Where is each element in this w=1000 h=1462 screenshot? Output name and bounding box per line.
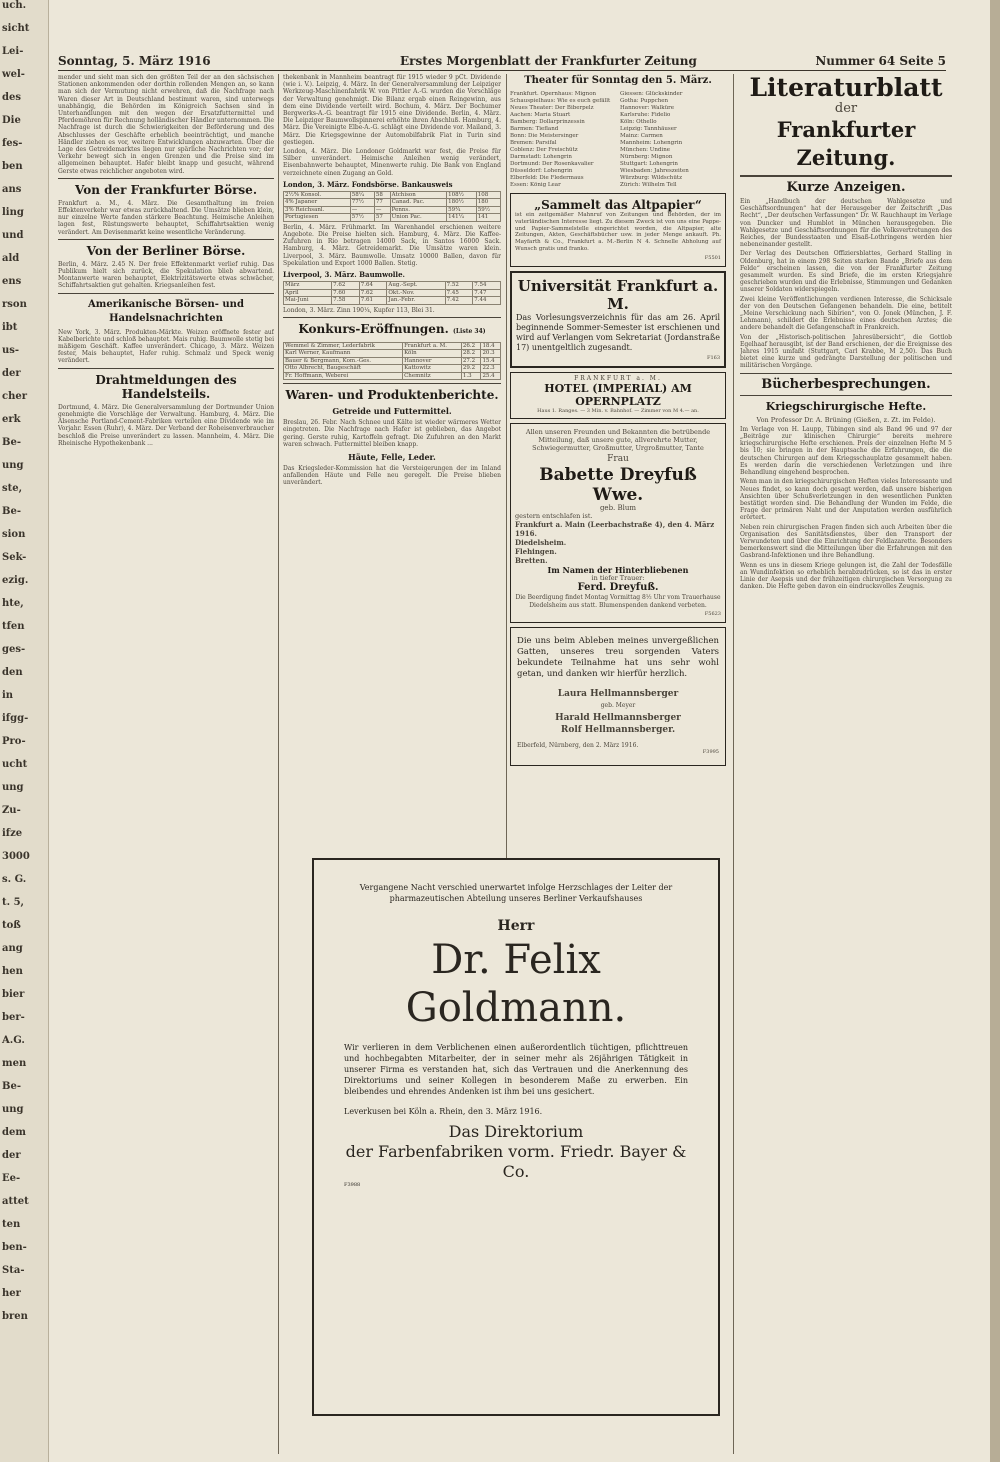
column-rule	[733, 74, 734, 1454]
ad-hotel-name: HOTEL (IMPERIAL) AM OPERNPLATZ	[544, 382, 692, 409]
thanks-signer: Harald Hellmannsberger	[555, 713, 681, 724]
edge-fragment: ten	[2, 1219, 21, 1230]
table-cell: 180	[476, 199, 500, 207]
theater-entry: Barmen: Tiefland	[510, 126, 559, 132]
table-cell: 7.47	[473, 289, 501, 297]
theater-entry: Würzburg: Wildschütz	[620, 175, 683, 181]
edge-fragment: ber-	[2, 1012, 25, 1023]
edge-fragment: bren	[2, 1311, 28, 1322]
theater-entry: Mainz: Carmen	[620, 133, 663, 139]
goldmann-herr: Herr	[497, 918, 535, 934]
subheading-getreide: Getreide und Futtermittel.	[332, 406, 452, 417]
theater-entry: Essen: König Lear	[510, 182, 561, 188]
table-cell: 7.60	[332, 289, 360, 297]
literaturblatt-title2: Frankfurter Zeitung.	[776, 117, 916, 170]
table-cell: Bauer & Bergmann, Kom.-Ges.	[284, 357, 403, 365]
table-cell: Aug.-Sept.	[387, 282, 445, 290]
goldmann-name: Dr. Felix Goldmann.	[405, 937, 627, 1031]
table-cell: Okt.-Nov.	[387, 289, 445, 297]
column-ads	[510, 74, 726, 834]
theater-entry: Frankfurt. Opernhaus: Mignon	[510, 91, 597, 97]
table-cell: 7.62	[332, 282, 360, 290]
edge-fragment: Pro-	[2, 736, 26, 747]
table-cell: Fr. Hoffmann, Weberei	[284, 372, 403, 380]
table-row	[284, 289, 501, 297]
notice-date: gestern entschlafen ist.	[515, 511, 593, 520]
ad-hotel-sub: Haus 1. Ranges. — 3 Min. v. Bahnhof. — Zimmer von M 4.— an.	[537, 408, 699, 415]
ad-universitaet-title: Universität Frankfurt a. M.	[517, 276, 719, 313]
theater-entry: Bamberg: Dollarprinzessin	[510, 119, 585, 125]
table-cell: 2½% Konsol.	[284, 191, 351, 199]
edge-fragment: A.G.	[2, 1035, 25, 1046]
table-cell: Wemmel & Zimmer, Lederfabrik	[284, 342, 403, 350]
table-cell: Jan.-Febr.	[387, 297, 445, 305]
edge-fragment: Lei-	[2, 46, 24, 57]
ad-altpapier-title: „Sammelt das Altpapier“	[534, 198, 702, 212]
literature-notice: Von der „Historisch-politischen Jahresübersicht“, die Gottlob Egelhaaf herausgibt, ist der Band erschienen, der die Ereignisse des Jahres 1915 umfaßt (Stuttgart, Carl Krabbe, M 2,50). Das Buch bietet eine kurze und gedrängte Darstellung der politischen und militärischen Vorgänge.	[740, 333, 952, 370]
theater-entry: Elberfeld: Die Fledermaus	[510, 175, 584, 181]
literaturblatt-title: Literaturblatt	[749, 74, 943, 102]
table-cell: 28.2	[461, 350, 481, 358]
column-finance-left	[58, 74, 274, 1454]
table-cell: 77	[374, 199, 390, 207]
edge-fragment: der	[2, 1150, 21, 1161]
edge-fragment: Sek-	[2, 552, 27, 563]
table-title-liverpool: Liverpool, 3. März. Baumwolle.	[283, 270, 405, 280]
table-cell: Portugiesen	[284, 214, 351, 222]
thanks-notice	[510, 627, 726, 765]
edge-fragment: ste,	[2, 483, 23, 494]
edge-fragment: rson	[2, 299, 27, 310]
konkurs-list-number: (Liste 34)	[453, 327, 486, 335]
article-haeute: Das Kriegsleder-Kommission hat die Versteigerungen der im Inland anfallenden Häute und Felle neu geregelt. Die Preise blieben unverändert.	[283, 465, 501, 487]
edge-fragment: ifgg-	[2, 713, 29, 724]
table-cell: 58	[374, 191, 390, 199]
divider	[58, 293, 274, 294]
goldmann-sign2: der Farbenfabriken vorm. Friedr. Bayer & Co.	[345, 1142, 687, 1181]
divider	[58, 368, 274, 369]
table-cell: 4% Japaner	[284, 199, 351, 207]
theater-listing	[510, 91, 726, 189]
edge-fragment: 3000	[2, 851, 30, 862]
heading-frankfurt-boerse: Von der Frankfurter Börse.	[74, 182, 257, 197]
table-cell: Union Pac.	[390, 214, 447, 222]
edge-fragment: Ee-	[2, 1173, 21, 1184]
notice-place: Flehingen.	[515, 546, 557, 556]
table-cell: 7.54	[473, 282, 501, 290]
thanks-names	[517, 688, 719, 736]
notice-place: Bretten.	[515, 555, 548, 565]
konkurs-title: Konkurs-Eröffnungen.	[298, 321, 449, 336]
table-cell: 7.52	[445, 282, 473, 290]
page-binding-shadow	[990, 0, 1000, 1462]
table-cell: Chemnitz	[403, 372, 462, 380]
thanks-signer: Laura Hellmannsberger	[557, 689, 679, 700]
edge-fragment: erk	[2, 414, 21, 425]
edge-fragment: tfen	[2, 621, 25, 632]
ad-universitaet-text: Das Vorlesungsverzeichnis für das am 26. April beginnende Sommer-Semester ist erschienen und wird auf Verlangen vom Sekretariat (Jordanstraße 17) unentgeltlich zugesandt.	[516, 312, 720, 352]
theater-entry: Hannover: Walküre	[620, 105, 675, 111]
table-row	[284, 214, 501, 222]
table-row	[284, 365, 501, 373]
edge-fragment: Sta-	[2, 1265, 25, 1276]
table-cell: —	[350, 206, 374, 214]
edge-fragment: t. 5,	[2, 897, 25, 908]
heading-buecherbesprechungen: Bücherbesprechungen.	[761, 376, 931, 392]
divider	[740, 175, 952, 177]
column-literaturblatt	[740, 74, 952, 1454]
notice-place: Frankfurt a. Main (Leerbachstraße 4), den 4. März 1916.	[515, 519, 715, 538]
theater-entry: Köln: Othello	[620, 119, 657, 125]
ad-hotel	[510, 372, 726, 418]
theater-entry: Mannheim: Lohengrin	[620, 140, 683, 146]
theater-entry: Coblenz: Der Freischütz	[510, 147, 578, 153]
table-row	[284, 206, 501, 214]
review-author: Von Professor Dr. A. Brüning (Gießen, z. Zt. im Felde).	[756, 415, 936, 424]
article-berliner-boerse: Berlin, 4. März. 2.45 N. Der freie Effektenmarkt verlief ruhig. Das Publikum hielt sich zurück, die Spekulation blieb abwartend. Montanwerte waren behauptet, Elektrizitätswerte etwas schwächer, Schiffahrtsaktien gut gehalten. Kriegsanleihen fest.	[58, 260, 274, 290]
theater-entry: Bremen: Parsifal	[510, 140, 557, 146]
article-drahtmeldungen: Dortmund, 4. März. Die Generalversammlung der Dortmunder Union genehmigte die Vorschläge der Verwaltung. Hamburg, 4. März. Die Alsensche Portland-Cement-Fabriken verteilen eine Dividende wie im Vorjahr. Essen (Ruhr), 4. März. Der Verband der Roheisenverbraucher beschloß die Preise unverändert zu lassen. Mannheim, 4. März. Die Rheinische Hypothekenbank ...	[58, 403, 274, 447]
table-cell: 20.3	[481, 350, 501, 358]
london-quotes-table	[283, 191, 501, 222]
review-paragraph: Neben rein chirurgischen Fragen finden sich auch Arbeiten über die Organisation des Sanitätsdienstes, über den Transport der Verwundeten und über die Einrichtung der Feldlazarette. Besonders bemerkenswert sind die Mitteilungen über die Erfahrungen mit den Gasbrand-Infektionen und ihre Behandlung.	[740, 523, 952, 560]
theater-entry: Schauspielhaus: Wie es euch gefällt	[510, 98, 611, 104]
thanks-text: Die uns beim Ableben meines unvergeßlichen Gatten, unseres treu sorgenden Vaters bekundete Teilnahme hat uns sehr wohl getan, und danken wir hierfür herzlich.	[517, 636, 719, 680]
article-amerika: New York, 3. März. Produkten-Märkte. Weizen eröffnete fester auf Kabelberichte und schloß behauptet. Mais ruhig. Baumwolle stetig bei mäßigem Geschäft. Kaffee unverändert. Chicago, 3. März. Weizen fester, Mais behauptet, Hafer ruhig. Schmalz und Speck wenig verändert.	[58, 328, 274, 365]
table-row	[284, 297, 501, 305]
notice-trauer: in tiefer Trauer:	[591, 573, 645, 582]
table-cell: 7.62	[359, 289, 387, 297]
edge-fragment: uch.	[2, 0, 27, 11]
literature-notice: Ein „Handbuch der deutschen Wahlgesetze und Geschäftsordnungen“ hat der Herausgeber der Zeitschrift „Das Recht“, „Der deutschen Verfassungen“ Dr. W. Rauchhaupt im Verlage von Duncker und Humblot in München herausgegeben. Die Wahlgesetze und Geschäftsordnungen für die Volksvertretungen des Reiches, der Bundesstaaten und Elsaß-Lothringens werden hier nebeneinander gestellt.	[740, 198, 952, 249]
divider	[740, 395, 952, 396]
thanks-place: Elberfeld, Nürnberg, den 2. März 1916.	[517, 742, 639, 750]
edge-fragment: Die	[2, 115, 21, 126]
table-cell: 57½	[350, 214, 374, 222]
theater-entry: Leipzig: Tannhäuser	[620, 126, 677, 132]
table-cell: Mai-Juni	[284, 297, 332, 305]
table-cell: 25.4	[481, 372, 501, 380]
literature-notice: Zwei kleine Veröffentlichungen verdienen Interesse, die Schicksale der von den Deutschen Gefangenen behandeln. Die eine, betitelt „Meine Verschickung nach Sibirien“, von O. Jonek (München, J. F. Lehmann), schildert die Erlebnisse eines deutschen Arztes; die andere behandelt die Gefangenschaft in Frankreich.	[740, 295, 952, 332]
edge-fragment: dem	[2, 1127, 26, 1138]
theater-entry: Karlsruhe: Fidelio	[620, 112, 671, 118]
konkurs-table	[283, 342, 501, 381]
table-cell: Penns.	[390, 206, 447, 214]
edge-fragment: s. G.	[2, 874, 27, 885]
table-cell: Karl Werner, Kaufmann	[284, 350, 403, 358]
notice-burial: Die Beerdigung findet Montag Vormittag 8½ Uhr vom Trauerhause Diedelsheim aus statt. Blumenspenden dankend verbeten.	[515, 594, 721, 609]
article-london: London, 4. März. Die Londoner Goldmarkt war fest, die Preise für Silber unverändert. Heimische Anleihen wenig verändert, Eisenbahnwerte behauptet, Minenwerte ruhig. Die Bank von England verzeichnete einen Zugang an Gold.	[283, 148, 501, 177]
subheading-haeute: Häute, Felle, Leder.	[348, 452, 436, 463]
table-cell: 7.64	[359, 282, 387, 290]
edge-fragment: ifze	[2, 828, 23, 839]
edge-fragment: ald	[2, 253, 20, 264]
heading-konkurs	[283, 322, 501, 339]
article-london-metals: London, 3. März. Zinn 190¼, Kupfer 113, Blei 31.	[283, 306, 435, 314]
theater-entry: Bonn: Die Meistersinger	[510, 133, 579, 139]
table-cell: 27.2	[461, 357, 481, 365]
notice-place: Diedelsheim.	[515, 537, 567, 547]
edge-fragment: ling	[2, 207, 24, 218]
divider	[58, 239, 274, 240]
edge-fragment: ben	[2, 161, 23, 172]
edge-fragment: ben-	[2, 1242, 27, 1253]
page-header	[58, 54, 946, 71]
table-cell: 57	[374, 214, 390, 222]
notice-geb: geb. Blum	[599, 503, 637, 512]
review-paragraph: Wenn man in den kriegschirurgischen Heften vieles Interessante und Neues findet, so kann doch gesagt werden, daß unsere bisherigen Ansichten über Schußverletzungen in den wesentlichen Punkten bestätigt worden sind. Die Behandlung der Wunden im Felde, die Frage der primären Naht und der Amputation werden ausführlich erörtert.	[740, 478, 952, 522]
edge-fragment: sion	[2, 529, 26, 540]
edge-fragment: wel-	[2, 69, 25, 80]
edge-fragment: men	[2, 1058, 27, 1069]
theater-entry: Gotha: Puppchen	[620, 98, 669, 104]
table-cell: 7.42	[445, 297, 473, 305]
ad-code: F5501	[704, 254, 721, 261]
review-paragraph: Im Verlage von H. Laupp, Tübingen sind als Band 96 und 97 der „Beiträge zur klinischen Chirurgie“ bereits mehrere kriegschirurgische Hefte erschienen. Preis der einzelnen Hefte M 5 bis 10; sie bringen in der Hauptsache die Erfahrungen, die die deutschen Chirurgen auf dem Kriegsschauplatze gesammelt haben. Es werden darin die verschiedenen Verletzungen und ihre Behandlung eingehend besprochen.	[740, 425, 952, 477]
theater-entry: Giessen: Glückskinder	[620, 91, 683, 97]
table-cell: 29.2	[461, 365, 481, 373]
edge-fragment: ibt	[2, 322, 18, 333]
divider	[283, 383, 501, 384]
death-notice-goldmann	[312, 858, 720, 1416]
ad-universitaet	[510, 271, 726, 368]
divider	[58, 178, 274, 179]
table-row	[284, 199, 501, 207]
table-cell: Atchison	[390, 191, 447, 199]
table-cell: 180½	[447, 199, 477, 207]
thanks-signer: geb. Meyer	[600, 702, 636, 710]
table-row	[284, 282, 501, 290]
table-cell: 141¼	[447, 214, 477, 222]
divider	[740, 373, 952, 374]
edge-fragment: ung	[2, 1104, 24, 1115]
divider	[283, 317, 501, 318]
table-cell: Kattowitz	[403, 365, 462, 373]
edge-fragment: attet	[2, 1196, 29, 1207]
article-dividends: thekenbank in Mannheim beantragt für 1915 wieder 9 pCt. Dividende (wie i. V.). Leipzig, 4. März. In der Generalversammlung der Leipziger Werkzeug-Maschinenfabrik W. von Pittler A.-G. wurden die Vorschläge der Verwaltung genehmigt. Die Bilanz ergab einen Reingewinn, aus dem eine Dividende verteilt wird. Bochum, 4. März. Der Bochumer Bergwerks-A.-G. beantragt für 1915 eine Dividende. Berlin, 4. März. Die Leipziger Baumwollspinnerei erhöhte ihren Abschluß. Hamburg, 4. März. Die Vereinigte Elbe-A.-G. schlägt eine Dividende vor. Mailand, 3. März. Die Kriegsgewinne der Automobilfabrik Fiat in Turin sind gestiegen.	[283, 74, 501, 146]
literaturblatt-der: der	[834, 101, 858, 116]
theater-entry: Stuttgart: Lohengrin	[620, 161, 678, 167]
edge-fragment: ans	[2, 184, 22, 195]
heading-waren: Waren- und Produktenberichte.	[285, 388, 499, 403]
table-cell: 7.58	[332, 297, 360, 305]
theater-entry: Neues Theater: Der Biberpelz	[510, 105, 594, 111]
thanks-signer: Rolf Hellmannsberger.	[560, 725, 676, 736]
table-cell: Frankfurt a. M.	[403, 342, 462, 350]
table-cell: 26.2	[461, 342, 481, 350]
table-cell: April	[284, 289, 332, 297]
table-cell: 141	[476, 214, 500, 222]
table-cell: Otto Albrecht, Baugeschäft	[284, 365, 403, 373]
table-cell: 58¼	[350, 191, 374, 199]
table-cell: Canad. Pac.	[390, 199, 447, 207]
heading-amerika: Amerikanische Börsen- und Handelsnachrichten	[88, 298, 244, 324]
edge-fragment: des	[2, 92, 21, 103]
notice-sign: Im Namen der Hinterbliebenen	[547, 564, 689, 575]
theater-entry: Dortmund: Der Rosenkavalier	[510, 161, 594, 167]
table-row	[284, 350, 501, 358]
table-cell: Köln	[403, 350, 462, 358]
table-cell: 15.4	[481, 357, 501, 365]
table-cell: 1.3	[461, 372, 481, 380]
table-cell: —	[374, 206, 390, 214]
edge-fragment: Zu-	[2, 805, 21, 816]
theater-entry: Nürnberg: Mignon	[620, 154, 673, 160]
goldmann-sign1: Das Direktorium	[448, 1122, 584, 1141]
table-cell: 22.3	[481, 365, 501, 373]
notice-places	[515, 520, 721, 565]
article-markets: Berlin, 4. März. Frühmarkt. Im Warenhandel erschienen weitere Angebote. Die Preise hielten sich. Hamburg, 4. März. Die Kaffee-Zufuhren in Rio betragen 14000 Sack, in Santos 16000 Sack. Hamburg, 4. März. Getreidemarkt. Die Umsätze waren klein. Liverpool, 3. März. Baumwolle. Umsatz 10000 Ballen, davon für Spekulation und Export 1000 Ballen. Stetig.	[283, 223, 501, 267]
edge-fragment: der	[2, 368, 21, 379]
theater-entry: Darmstadt: Lohengrin	[510, 154, 572, 160]
column-finance-middle	[283, 74, 501, 854]
theater-entry: Wiesbaden: Jahreszeiten	[620, 168, 689, 174]
column-rule	[278, 74, 279, 1454]
theater-entry: Aachen: Maria Stuart	[510, 112, 571, 118]
table-cell: Hannover	[403, 357, 462, 365]
table-row	[284, 357, 501, 365]
edge-fragment: ens	[2, 276, 22, 287]
edge-fragment: ezig.	[2, 575, 29, 586]
previous-page-edge	[0, 0, 49, 1462]
header-date: Sonntag, 5. März 1916	[58, 54, 211, 68]
table-cell: 59¾	[447, 206, 477, 214]
table-row	[284, 342, 501, 350]
ad-code: F5623	[704, 611, 721, 617]
table-cell: 108½	[447, 191, 477, 199]
ad-code: F163	[706, 354, 720, 361]
header-paper-name: Erstes Morgenblatt der Frankfurter Zeitung	[400, 54, 697, 68]
edge-fragment: ung	[2, 460, 24, 471]
edge-fragment: toß	[2, 920, 21, 931]
edge-fragment: den	[2, 667, 23, 678]
edge-fragment: hte,	[2, 598, 24, 609]
edge-fragment: und	[2, 230, 24, 241]
goldmann-intro: Vergangene Nacht verschied unerwartet infolge Herzschlages der Leiter der pharmazeutischen Abteilung unseres Berliner Verkaufshauses	[359, 883, 673, 903]
edge-fragment: ges-	[2, 644, 26, 655]
table-cell: 7.45	[445, 289, 473, 297]
ad-altpapier	[510, 193, 726, 267]
table-cell: 7.61	[359, 297, 387, 305]
theater-entry: Zürich: Wilhelm Tell	[620, 182, 677, 188]
ad-code: F3988	[344, 1182, 361, 1188]
edge-fragment: ung	[2, 782, 24, 793]
table-row	[284, 372, 501, 380]
goldmann-place: Leverkusen bei Köln a. Rhein, den 3. März 1916.	[344, 1107, 543, 1116]
table-cell: 18.4	[481, 342, 501, 350]
edge-fragment: her	[2, 1288, 21, 1299]
ad-hotel-city: FRANKFURT a. M.	[574, 375, 662, 383]
edge-fragment: bier	[2, 989, 25, 1000]
article-intro: mender und sieht man sich den größten Teil der an den sächsischen Stationen ankommenden oder dorthin rollenden Mengen an, so kann man sich der Vermutung nicht erwehren, daß die Nachfrage nach Waren dieser Art in Deutschland bestimmt waren, sind unterwegs unabhängig, die Behörden im Königreich Sachsen sind in Unterhandlungen mit den wegen der Ersatzfuttermittel und Pferdemöhren für Rechnung holländischer Händler unternommen. Die Nachfrage ist durch die Schwierigkeiten der Beförderung und des Abschlusses der Geschäfte erheblich beeinträchtigt, und manche Händler ziehen es vor, weitere Entwicklungen abzuwarten. Über die Lage des Getreidemarktes liegen nur spärliche Nachrichten vor; der Verkehr bewegt sich in engen Grenzen und die Preise sind im allgemeinen behauptet. Hafer bleibt knapp und gesucht, während Gerste etwas reichlicher angeboten wird.	[58, 74, 274, 175]
table-cell: 77½	[350, 199, 374, 207]
heading-kriegschirurgische-hefte: Kriegschirurgische Hefte.	[765, 399, 927, 413]
notice-signer: Ferd. Dreyfuß.	[577, 582, 659, 593]
edge-fragment: sicht	[2, 23, 30, 34]
table-cell: 3% Reichsanl.	[284, 206, 351, 214]
edge-fragment: cher	[2, 391, 27, 402]
heading-kurze-anzeigen: Kurze Anzeigen.	[786, 180, 906, 195]
column-rule	[506, 74, 507, 864]
edge-fragment: in	[2, 690, 14, 701]
notice-frau: Frau	[607, 453, 629, 464]
cotton-table	[283, 281, 501, 305]
table-row	[284, 191, 501, 199]
notice-name: Babette Dreyfuß Wwe.	[539, 464, 697, 505]
heading-berliner-boerse: Von der Berliner Börse.	[86, 243, 246, 258]
table-cell: 7.44	[473, 297, 501, 305]
edge-fragment: us-	[2, 345, 20, 356]
review-paragraph: Wenn es uns in diesem Kriege gelungen ist, die Zahl der Todesfälle an Wundinfektion so erheblich herabzudrücken, so ist das in erster Linie der Asepsis und der frühzeitigen chirurgischen Versorgung zu danken. Die Hefte geben davon ein eindrucksvolles Zeugnis.	[740, 561, 952, 591]
heading-theater: Theater für Sonntag den 5. März.	[524, 75, 712, 86]
heading-drahtmeldungen: Drahtmeldungen des Handelsteils.	[95, 372, 237, 401]
goldmann-body: Wir verlieren in dem Verblichenen einen außerordentlich tüchtigen, pflichttreuen und hochbegabten Mitarbeiter, der in seiner mehr als 26jährigen Tätigkeit in unserer Firma es verstanden hat, sich das Vertrauen und die Anerkennung des Direktoriums und seiner Kollegen in besonderem Maße zu erwerben. Ein bleibendes und ehrendes Andenken ist ihm bei uns gesichert.	[344, 1043, 688, 1096]
edge-fragment: Be-	[2, 506, 21, 517]
ad-altpapier-text: ist ein zeitgemäßer Mahnruf von Zeitungen und Behörden, der im vaterländischen Interesse liegt. Zu diesem Zweck ist von uns eine Pappe- und Papier-Sammelstelle eingerichtet worden, die Altpapier, alte Zeitungen, Akten, Geschäftsbücher usw. in jeder Menge ankauft. Ph. Mayfarth & Co., Frankfurt a. M.-Berlin N 4. Schnelle Abholung auf Wunsch gratis und franko.	[515, 212, 721, 252]
notice-text: Allen unseren Freunden und Bekannten die betrübende Mitteilung, daß unsere gute, allverehrte Mutter, Schwiegermutter, Großmutter, Urgroßmutter, Tante	[525, 427, 711, 452]
edge-fragment: Be-	[2, 1081, 21, 1092]
edge-fragment: hen	[2, 966, 23, 977]
table-cell: 59½	[476, 206, 500, 214]
table-cell: 108	[476, 191, 500, 199]
header-page-number: Nummer 64 Seite 5	[815, 54, 946, 68]
edge-fragment: Be-	[2, 437, 21, 448]
edge-fragment: ucht	[2, 759, 28, 770]
article-getreide: Breslau, 26. Febr. Nach Schnee und Kälte ist wieder wärmeres Wetter eingetreten. Die Nachfrage nach Hafer ist geblieben, das Angebot gering. Gerste ruhig, Kartoffeln gefragt. Die Zufuhren an den Markt waren schwach. Futtermittel bleiben knapp.	[283, 419, 501, 448]
edge-fragment: fes-	[2, 138, 23, 149]
article-frankfurt-boerse: Frankfurt a. M., 4. März. Die Gesamthaltung im freien Effektenverkehr war etwas zurückhaltend. Die Umsätze blieben klein, nur einzelne Werte fanden stärkere Beachtung. Heimische Anleihen lagen fest, Rüstungswerte behauptet, Schiffahrtsaktien wenig verändert. Am Devisenmarkt keine wesentliche Veränderung.	[58, 199, 274, 236]
edge-fragment: ang	[2, 943, 23, 954]
theater-entry: Düsseldorf: Lohengrin	[510, 168, 573, 174]
table-title-london: London, 3. März. Fondsbörse. Bankausweis	[283, 179, 453, 189]
table-cell: März	[284, 282, 332, 290]
ad-code: F3995	[702, 749, 719, 756]
theater-entry: München: Undine	[620, 147, 670, 153]
literature-notice: Der Verlag des Deutschen Offiziersblattes, Gerhard Stalling in Oldenburg, hat in einem 298 Seiten starken Bande „Briefe aus dem Felde“ erscheinen lassen, die von der Frankfurter Zeitung gesammelt wurden. Es sind Briefe, die im ersten Kriegsjahre geschrieben wurden und die Erlebnisse, Stimmungen und Gedanken unserer Soldaten widerspiegeln.	[740, 250, 952, 294]
death-notice-dreyfuss	[510, 423, 726, 624]
